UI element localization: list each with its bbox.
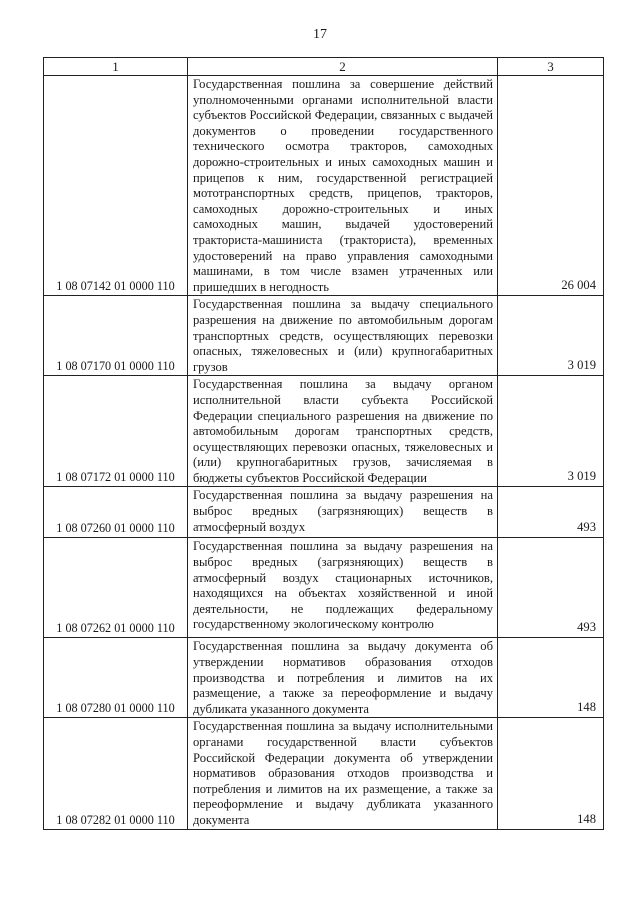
header-row: [44, 58, 604, 76]
fee-amount: 148: [498, 638, 604, 718]
fee-table: [43, 57, 604, 830]
fee-description: Государственная пошлина за выдачу органом исполнительной власти субъекта Российской Федерации специального разрешения на движение по автомобильным дорогам транспортных средств, осуществляющих перевозки опасных, тяжеловесных и (или) крупногабаритных грузов, зачисляемая в бюджеты субъектов Российской Федерации: [188, 376, 498, 487]
table-row: [44, 487, 604, 538]
budget-code: 1 08 07172 01 0000 110: [44, 376, 188, 487]
fee-description: Государственная пошлина за выдачу документа об утверждении нормативов образования отходов производства и потребления и лимитов на их размещение, а также за переоформление и выдачу дубликата указанного документа: [188, 638, 498, 718]
page-number: 17: [313, 27, 327, 42]
budget-code: 1 08 07282 01 0000 110: [44, 718, 188, 829]
fee-amount: 26 004: [498, 76, 604, 296]
fee-description: Государственная пошлина за выдачу разрешения на выброс вредных (загрязняющих) веществ в атмосферный воздух стационарных источников, находящихся на объектах хозяйственной и иной деятельности, не подлежащих федеральному государственному экологическому контролю: [188, 538, 498, 638]
budget-code: 1 08 07280 01 0000 110: [44, 638, 188, 718]
budget-code: 1 08 07170 01 0000 110: [44, 296, 188, 376]
column-header-1: 1: [44, 58, 188, 76]
table-row: [44, 638, 604, 718]
table-row: [44, 76, 604, 296]
fee-amount: 493: [498, 487, 604, 538]
fee-description: Государственная пошлина за совершение действий уполномоченными органами исполнительной власти субъектов Российской Федерации, связанных с выдачей документов о проведении государственного технического осмотра тракторов, самоходных дорожно-строительных и иных самоходных машин и прицепов к ним, государственной регистрацией мототранспортных средств, прицепов, тракторов, самоходных дорожно-строительных и иных самоходных машин, выдачей удостоверений тракториста-машиниста (тракториста), временных удостоверений на право управления самоходными машинами, в том числе взамен утраченных или пришедших в негодность: [188, 76, 498, 296]
fee-description: Государственная пошлина за выдачу исполнительными органами государственной власти субъектов Российской Федерации документа об утверждении нормативов образования отходов производства и потребления и лимитов на их размещение, а также за переоформление и выдачу дубликата указанного документа: [188, 718, 498, 829]
column-header-2: 2: [188, 58, 498, 76]
fee-amount: 3 019: [498, 296, 604, 376]
table-row: [44, 376, 604, 487]
fee-amount: 148: [498, 718, 604, 829]
fee-description: Государственная пошлина за выдачу специального разрешения на движение по автомобильным дорогам транспортных средств, осуществляющих перевозки опасных, тяжеловесных и (или) крупногабаритных грузов: [188, 296, 498, 376]
table-row: [44, 538, 604, 638]
fee-description: Государственная пошлина за выдачу разрешения на выброс вредных (загрязняющих) веществ в атмосферный воздух: [188, 487, 498, 538]
budget-code: 1 08 07262 01 0000 110: [44, 538, 188, 638]
fee-amount: 3 019: [498, 376, 604, 487]
budget-code: 1 08 07260 01 0000 110: [44, 487, 188, 538]
column-header-3: 3: [498, 58, 604, 76]
table-row: [44, 718, 604, 829]
budget-code: 1 08 07142 01 0000 110: [44, 76, 188, 296]
table-row: [44, 296, 604, 376]
fee-amount: 493: [498, 538, 604, 638]
